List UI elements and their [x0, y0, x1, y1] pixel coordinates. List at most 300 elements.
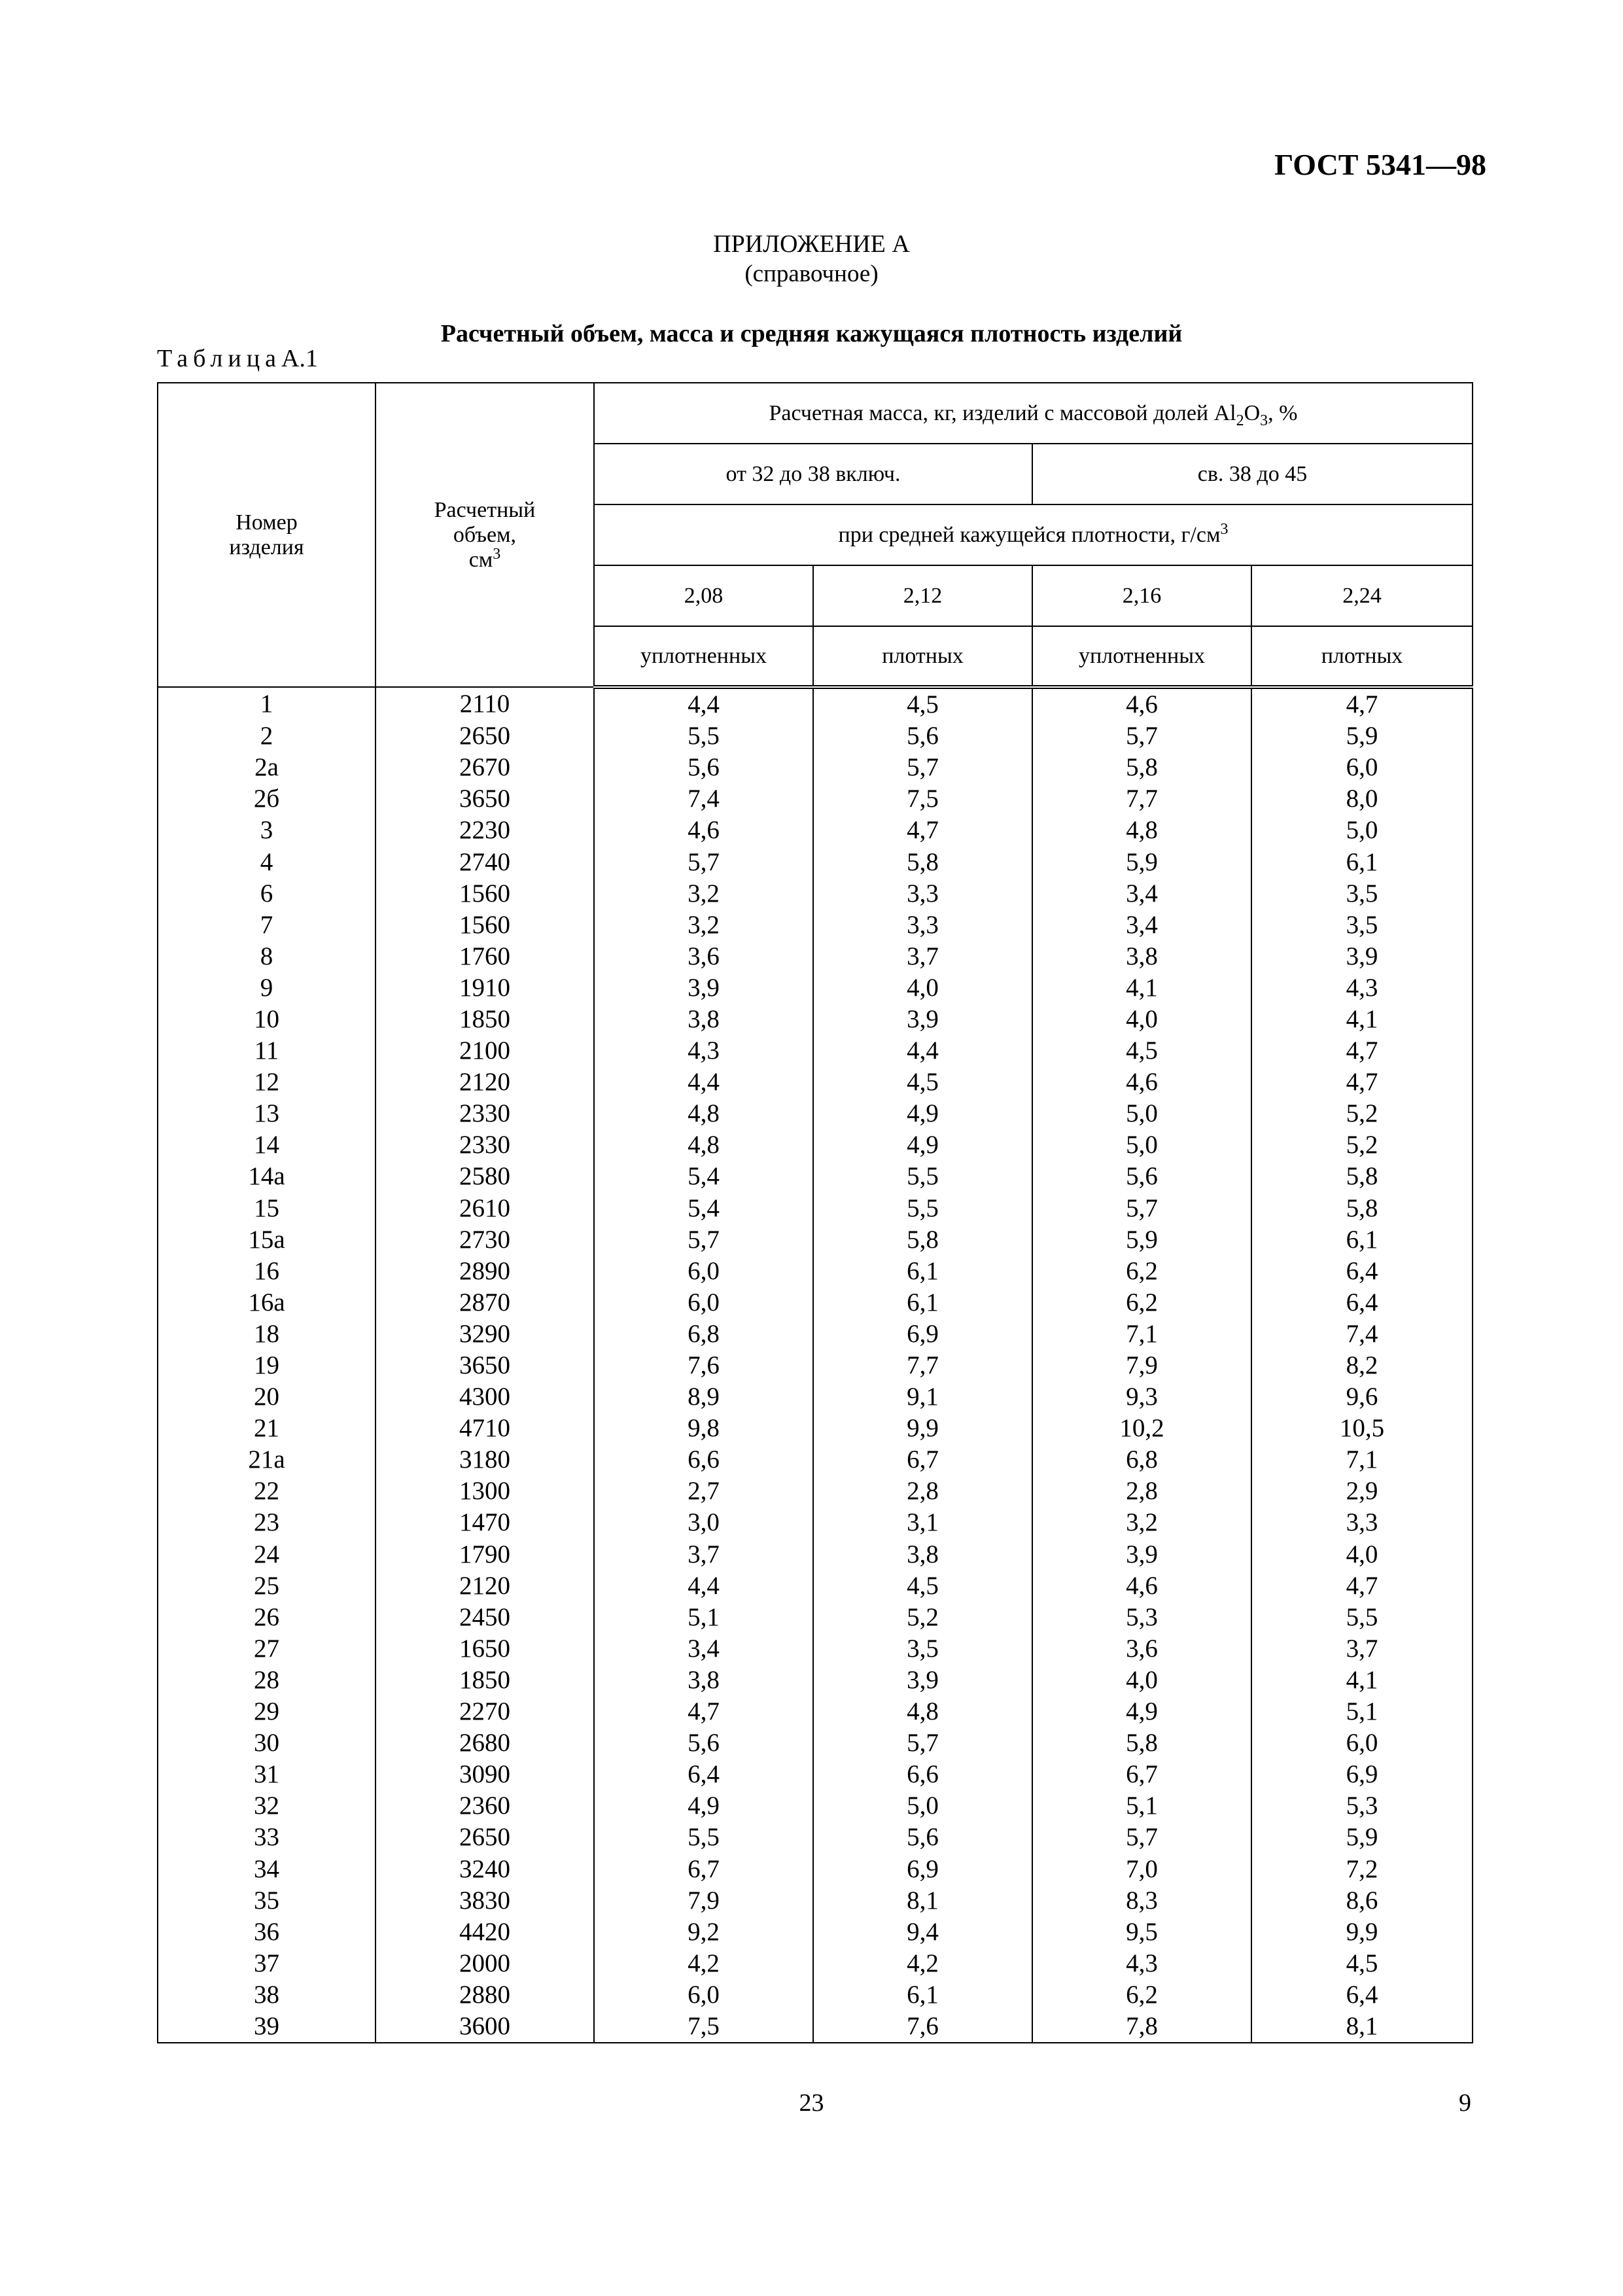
mass-cell: 5,7	[1032, 720, 1251, 752]
mass-cell: 4,4	[594, 687, 813, 720]
volume-cell: 2670	[375, 752, 594, 783]
item-number-cell: 21	[158, 1413, 375, 1444]
table-row	[158, 1318, 1473, 1350]
mass-cell: 4,1	[1251, 1665, 1473, 1696]
mass-cell: 5,7	[813, 1727, 1032, 1759]
table-title: Расчетный объем, масса и средняя кажущаяся плотность изделий	[440, 320, 1183, 347]
item-number-cell: 39	[158, 2011, 375, 2043]
mass-cell: 7,5	[813, 783, 1032, 815]
mass-cell: 5,4	[594, 1193, 813, 1224]
mass-cell: 10,2	[1032, 1413, 1251, 1444]
mass-cell: 6,7	[1032, 1759, 1251, 1790]
item-number-cell: 14а	[158, 1161, 375, 1192]
table-row	[158, 910, 1473, 941]
mass-cell: 9,9	[813, 1413, 1032, 1444]
mass-cell: 3,9	[813, 1665, 1032, 1696]
volume-cell: 3830	[375, 1885, 594, 1916]
volume-cell: 2580	[375, 1161, 594, 1192]
mass-cell: 3,4	[594, 1633, 813, 1665]
product-type: плотных	[813, 626, 1032, 687]
mass-cell: 4,8	[1032, 815, 1251, 846]
mass-cell: 4,4	[813, 1035, 1032, 1067]
density-value: 2,24	[1251, 565, 1473, 626]
mass-cell: 5,8	[1032, 752, 1251, 783]
table-row	[158, 941, 1473, 972]
mass-cell: 4,7	[1251, 687, 1473, 720]
volume-cell: 4420	[375, 1916, 594, 1948]
mass-cell: 5,7	[1032, 1193, 1251, 1224]
mass-cell: 4,9	[1032, 1696, 1251, 1727]
item-number-cell: 31	[158, 1759, 375, 1790]
mass-cell: 4,9	[594, 1790, 813, 1822]
mass-cell: 3,8	[1032, 941, 1251, 972]
volume-cell: 1560	[375, 878, 594, 910]
mass-cell: 5,2	[1251, 1098, 1473, 1129]
item-number-cell: 2	[158, 720, 375, 752]
mass-cell: 6,1	[813, 1979, 1032, 2011]
table-row	[158, 1381, 1473, 1413]
mass-cell: 6,1	[813, 1256, 1032, 1287]
mass-cell: 6,4	[1251, 1979, 1473, 2011]
item-number-cell: 27	[158, 1633, 375, 1665]
mass-cell: 4,1	[1032, 972, 1251, 1004]
mass-cell: 3,5	[813, 1633, 1032, 1665]
mass-header-sub1: 2	[1236, 412, 1244, 429]
mass-cell: 4,0	[813, 972, 1032, 1004]
density-value: 2,12	[813, 565, 1032, 626]
mass-cell: 4,6	[1032, 1067, 1251, 1098]
item-number-cell: 15	[158, 1193, 375, 1224]
table-row	[158, 846, 1473, 877]
mass-header-sub2: 3	[1260, 412, 1268, 429]
mass-cell: 5,7	[813, 752, 1032, 783]
mass-cell: 4,0	[1251, 1539, 1473, 1570]
mass-cell: 7,9	[594, 1885, 813, 1916]
mass-cell: 5,1	[1251, 1696, 1473, 1727]
mass-cell: 5,5	[813, 1161, 1032, 1192]
item-number-cell: 16	[158, 1256, 375, 1287]
mass-cell: 6,1	[813, 1287, 1032, 1318]
appendix-title: ПРИЛОЖЕНИЕ А	[713, 230, 910, 258]
mass-cell: 5,5	[813, 1193, 1032, 1224]
mass-cell: 3,3	[1251, 1507, 1473, 1538]
mass-cell: 5,5	[594, 720, 813, 752]
mass-cell: 4,2	[594, 1948, 813, 1979]
mass-cell: 6,4	[1251, 1256, 1473, 1287]
mass-cell: 4,3	[1251, 972, 1473, 1004]
mass-cell: 5,9	[1032, 846, 1251, 877]
table-row	[158, 1885, 1473, 1916]
mass-cell: 7,2	[1251, 1853, 1473, 1884]
mass-cell: 4,6	[1032, 687, 1251, 720]
table-row	[158, 1256, 1473, 1287]
mass-cell: 3,8	[813, 1539, 1032, 1570]
mass-cell: 5,1	[1032, 1790, 1251, 1822]
table-row	[158, 1444, 1473, 1475]
item-number-cell: 2б	[158, 783, 375, 815]
volume-cell: 1760	[375, 941, 594, 972]
volume-cell: 1300	[375, 1475, 594, 1507]
mass-cell: 8,1	[1251, 2011, 1473, 2043]
mass-cell: 4,0	[1032, 1665, 1251, 1696]
product-type: плотных	[1251, 626, 1473, 687]
mass-cell: 7,4	[1251, 1318, 1473, 1350]
mass-cell: 5,2	[813, 1602, 1032, 1633]
mass-cell: 9,2	[594, 1916, 813, 1948]
mass-cell: 8,1	[813, 1885, 1032, 1916]
mass-cell: 3,2	[594, 910, 813, 941]
mass-cell: 4,9	[813, 1129, 1032, 1161]
mass-cell: 6,1	[1251, 1224, 1473, 1256]
item-number-cell: 34	[158, 1853, 375, 1884]
mass-cell: 3,4	[1032, 910, 1251, 941]
group-header-1: от 32 до 38 включ.	[594, 444, 1032, 504]
volume-cell: 4710	[375, 1413, 594, 1444]
mass-cell: 2,8	[1032, 1475, 1251, 1507]
item-number-cell: 8	[158, 941, 375, 972]
mass-cell: 7,6	[813, 2011, 1032, 2043]
mass-cell: 9,5	[1032, 1916, 1251, 1948]
item-number-cell: 15а	[158, 1224, 375, 1256]
mass-cell: 6,2	[1032, 1256, 1251, 1287]
mass-cell: 3,7	[813, 941, 1032, 972]
item-number-cell: 24	[158, 1539, 375, 1570]
appendix-heading	[0, 229, 1623, 289]
volume-cell: 2740	[375, 846, 594, 877]
item-number-cell: 13	[158, 1098, 375, 1129]
volume-header	[375, 383, 594, 687]
item-number-cell: 7	[158, 910, 375, 941]
mass-cell: 7,1	[1032, 1318, 1251, 1350]
volume-cell: 2330	[375, 1098, 594, 1129]
appendix-note: (справочное)	[744, 260, 879, 287]
mass-cell: 4,8	[813, 1696, 1032, 1727]
table-row	[158, 1633, 1473, 1665]
item-number-cell: 4	[158, 846, 375, 877]
mass-cell: 5,0	[1032, 1098, 1251, 1129]
mass-cell: 6,0	[594, 1979, 813, 2011]
item-number-cell: 3	[158, 815, 375, 846]
mass-cell: 8,0	[1251, 783, 1473, 815]
mass-cell: 5,5	[594, 1822, 813, 1853]
volume-cell: 2120	[375, 1570, 594, 1602]
mass-cell: 4,3	[594, 1035, 813, 1067]
data-table	[157, 382, 1472, 2051]
volume-cell: 1910	[375, 972, 594, 1004]
table-row	[158, 1098, 1473, 1129]
table-label-number: А.1	[281, 345, 318, 372]
volume-cell: 2880	[375, 1979, 594, 2011]
mass-cell: 3,1	[813, 1507, 1032, 1538]
item-number-cell: 37	[158, 1948, 375, 1979]
volume-cell: 1470	[375, 1507, 594, 1538]
mass-cell: 6,9	[1251, 1759, 1473, 1790]
table-row	[158, 783, 1473, 815]
mass-cell: 7,4	[594, 783, 813, 815]
mass-cell: 6,0	[1251, 752, 1473, 783]
mass-cell: 8,9	[594, 1381, 813, 1413]
mass-cell: 3,5	[1251, 910, 1473, 941]
volume-cell: 1790	[375, 1539, 594, 1570]
table-row	[158, 878, 1473, 910]
inner-page-number: 23	[799, 2089, 824, 2117]
mass-cell: 7,9	[1032, 1350, 1251, 1381]
mass-cell: 4,7	[594, 1696, 813, 1727]
mass-cell: 7,0	[1032, 1853, 1251, 1884]
mass-cell: 5,8	[813, 846, 1032, 877]
mass-cell: 5,3	[1032, 1602, 1251, 1633]
item-number-cell: 19	[158, 1350, 375, 1381]
mass-cell: 5,7	[594, 1224, 813, 1256]
mass-cell: 9,8	[594, 1413, 813, 1444]
mass-cell: 3,7	[1251, 1633, 1473, 1665]
table-row	[158, 1035, 1473, 1067]
mass-cell: 6,6	[813, 1759, 1032, 1790]
volume-cell: 4300	[375, 1381, 594, 1413]
table-row	[158, 1853, 1473, 1884]
table-row	[158, 1475, 1473, 1507]
mass-cell: 6,7	[813, 1444, 1032, 1475]
mass-cell: 4,3	[1032, 1948, 1251, 1979]
mass-cell: 9,3	[1032, 1381, 1251, 1413]
mass-cell: 5,6	[594, 1727, 813, 1759]
mass-cell: 9,1	[813, 1381, 1032, 1413]
volume-cell: 2330	[375, 1129, 594, 1161]
volume-cell: 3650	[375, 1350, 594, 1381]
item-number-cell: 22	[158, 1475, 375, 1507]
item-number-cell: 32	[158, 1790, 375, 1822]
item-number-cell: 38	[158, 1979, 375, 2011]
table-row	[158, 1350, 1473, 1381]
mass-cell: 5,5	[1251, 1602, 1473, 1633]
mass-cell: 6,1	[1251, 846, 1473, 877]
volume-cell: 2230	[375, 815, 594, 846]
table-row	[158, 1727, 1473, 1759]
item-number-cell: 33	[158, 1822, 375, 1853]
mass-cell: 8,3	[1032, 1885, 1251, 1916]
table-row	[158, 1193, 1473, 1224]
item-number-cell: 28	[158, 1665, 375, 1696]
mass-cell: 10,5	[1251, 1413, 1473, 1444]
item-number-cell: 23	[158, 1507, 375, 1538]
mass-header-pre: Расчетная масса, кг, изделий с массовой долей Al	[769, 400, 1236, 425]
group-header-2: св. 38 до 45	[1032, 444, 1473, 504]
mass-cell: 5,7	[594, 846, 813, 877]
table-row	[158, 1129, 1473, 1161]
mass-cell: 6,4	[1251, 1287, 1473, 1318]
mass-cell: 6,4	[594, 1759, 813, 1790]
volume-header-unit: см	[468, 547, 493, 572]
volume-cell: 2890	[375, 1256, 594, 1287]
item-number-cell: 14	[158, 1129, 375, 1161]
mass-cell: 3,6	[1032, 1633, 1251, 1665]
mass-cell: 6,2	[1032, 1287, 1251, 1318]
mass-cell: 7,1	[1251, 1444, 1473, 1475]
mass-cell: 4,1	[1251, 1004, 1473, 1035]
table-row	[158, 815, 1473, 846]
document-code: ГОСТ 5341—98	[1274, 148, 1486, 181]
mass-cell: 6,0	[594, 1256, 813, 1287]
mass-cell: 3,7	[594, 1539, 813, 1570]
mass-cell: 5,0	[813, 1790, 1032, 1822]
table-row	[158, 1916, 1473, 1948]
product-type: уплотненных	[594, 626, 813, 687]
volume-cell: 3290	[375, 1318, 594, 1350]
mass-header	[594, 383, 1473, 444]
item-number-cell: 29	[158, 1696, 375, 1727]
table-row	[158, 1539, 1473, 1570]
item-number-header: Номер изделия	[158, 383, 375, 687]
volume-cell: 3180	[375, 1444, 594, 1475]
mass-cell: 7,6	[594, 1350, 813, 1381]
table-row	[158, 1696, 1473, 1727]
mass-cell: 5,4	[594, 1161, 813, 1192]
mass-cell: 5,8	[813, 1224, 1032, 1256]
mass-cell: 5,9	[1251, 720, 1473, 752]
table-row	[158, 1287, 1473, 1318]
mass-cell: 6,2	[1032, 1979, 1251, 2011]
mass-cell: 4,9	[813, 1098, 1032, 1129]
mass-cell: 6,7	[594, 1853, 813, 1884]
volume-header-label: Расчетный объем,	[434, 497, 536, 547]
mass-cell: 5,9	[1251, 1822, 1473, 1853]
mass-cell: 4,6	[594, 815, 813, 846]
mass-cell: 4,5	[813, 1067, 1032, 1098]
item-number-cell: 20	[158, 1381, 375, 1413]
mass-cell: 2,8	[813, 1475, 1032, 1507]
table-row	[158, 1790, 1473, 1822]
volume-cell: 1850	[375, 1004, 594, 1035]
mass-cell: 5,0	[1032, 1129, 1251, 1161]
mass-cell: 6,6	[594, 1444, 813, 1475]
volume-unit-exponent: 3	[493, 545, 501, 563]
outer-page-number: 9	[1459, 2089, 1471, 2117]
mass-cell: 5,7	[1032, 1822, 1251, 1853]
mass-cell: 3,0	[594, 1507, 813, 1538]
table-row	[158, 1161, 1473, 1192]
mass-cell: 3,3	[813, 878, 1032, 910]
volume-cell: 2120	[375, 1067, 594, 1098]
mass-cell: 3,3	[813, 910, 1032, 941]
mass-cell: 6,0	[594, 1287, 813, 1318]
mass-cell: 9,6	[1251, 1381, 1473, 1413]
item-number-cell: 25	[158, 1570, 375, 1602]
mass-cell: 4,8	[594, 1098, 813, 1129]
table-row	[158, 1004, 1473, 1035]
mass-cell: 5,6	[813, 1822, 1032, 1853]
volume-cell: 2870	[375, 1287, 594, 1318]
product-type: уплотненных	[1032, 626, 1251, 687]
mass-cell: 5,1	[594, 1602, 813, 1633]
mass-cell: 4,5	[1032, 1035, 1251, 1067]
mass-cell: 2,9	[1251, 1475, 1473, 1507]
item-number-cell: 2а	[158, 752, 375, 783]
mass-cell: 7,7	[1032, 783, 1251, 815]
mass-cell: 5,6	[1032, 1161, 1251, 1192]
mass-cell: 4,6	[1032, 1570, 1251, 1602]
mass-header-post: , %	[1268, 400, 1298, 425]
volume-cell: 3650	[375, 783, 594, 815]
mass-cell: 4,5	[1251, 1948, 1473, 1979]
mass-cell: 4,0	[1032, 1004, 1251, 1035]
table-row	[158, 1759, 1473, 1790]
density-value: 2,16	[1032, 565, 1251, 626]
mass-cell: 5,9	[1032, 1224, 1251, 1256]
density-header	[594, 504, 1473, 565]
volume-cell: 1650	[375, 1633, 594, 1665]
table-body	[158, 687, 1473, 2043]
table-row	[158, 1224, 1473, 1256]
density-value: 2,08	[594, 565, 813, 626]
table-row	[158, 1067, 1473, 1098]
mass-cell: 5,8	[1032, 1727, 1251, 1759]
mass-cell: 4,7	[813, 815, 1032, 846]
table-row	[158, 1602, 1473, 1633]
volume-cell: 2450	[375, 1602, 594, 1633]
density-unit-exponent: 3	[1220, 520, 1229, 538]
mass-cell: 9,9	[1251, 1916, 1473, 1948]
volume-cell: 2650	[375, 720, 594, 752]
item-number-cell: 26	[158, 1602, 375, 1633]
mass-cell: 3,8	[594, 1004, 813, 1035]
volume-cell: 3240	[375, 1853, 594, 1884]
mass-cell: 3,9	[813, 1004, 1032, 1035]
volume-cell: 1850	[375, 1665, 594, 1696]
mass-cell: 8,6	[1251, 1885, 1473, 1916]
table-row	[158, 1570, 1473, 1602]
mass-cell: 4,4	[594, 1570, 813, 1602]
mass-cell: 6,8	[594, 1318, 813, 1350]
item-number-cell: 18	[158, 1318, 375, 1350]
volume-cell: 2000	[375, 1948, 594, 1979]
mass-cell: 5,3	[1251, 1790, 1473, 1822]
mass-cell: 3,9	[1251, 941, 1473, 972]
mass-cell: 3,9	[1032, 1539, 1251, 1570]
mass-cell: 4,5	[813, 1570, 1032, 1602]
mass-cell: 4,8	[594, 1129, 813, 1161]
volume-cell: 2650	[375, 1822, 594, 1853]
mass-cell: 7,7	[813, 1350, 1032, 1381]
table-row	[158, 2011, 1473, 2043]
mass-cell: 9,4	[813, 1916, 1032, 1948]
volume-cell: 2360	[375, 1790, 594, 1822]
table-row	[158, 752, 1473, 783]
item-number-cell: 30	[158, 1727, 375, 1759]
mass-header-mid: O	[1244, 400, 1261, 425]
mass-cell: 5,2	[1251, 1129, 1473, 1161]
item-number-cell: 1	[158, 687, 375, 720]
table-label	[157, 344, 318, 373]
volume-cell: 2610	[375, 1193, 594, 1224]
mass-cell: 3,4	[1032, 878, 1251, 910]
mass-cell: 3,6	[594, 941, 813, 972]
table-row	[158, 1413, 1473, 1444]
mass-cell: 5,6	[594, 752, 813, 783]
mass-cell: 7,5	[594, 2011, 813, 2043]
mass-cell: 4,7	[1251, 1035, 1473, 1067]
item-number-cell: 12	[158, 1067, 375, 1098]
table-row	[158, 1507, 1473, 1538]
volume-cell: 2730	[375, 1224, 594, 1256]
mass-cell: 4,2	[813, 1948, 1032, 1979]
volume-cell: 1560	[375, 910, 594, 941]
table-label-word: Таблица	[157, 345, 282, 372]
mass-cell: 6,9	[813, 1853, 1032, 1884]
table-row	[158, 687, 1473, 720]
mass-cell: 3,9	[594, 972, 813, 1004]
table-row	[158, 972, 1473, 1004]
mass-cell: 2,7	[594, 1475, 813, 1507]
